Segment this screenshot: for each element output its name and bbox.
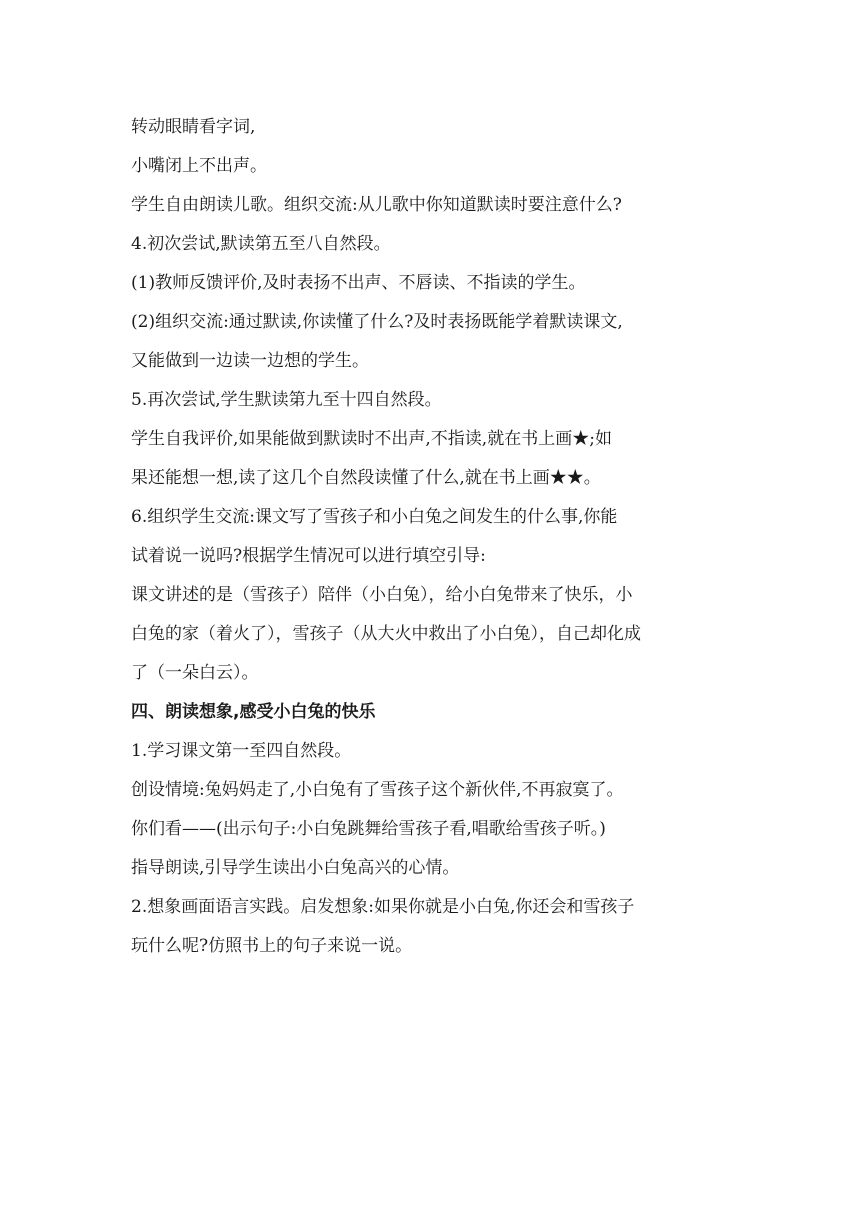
text-line: 2.想象画面语言实践。启发想象:如果你就是小白兔,你还会和雪孩子 <box>131 897 635 917</box>
text-line: 课文讲述的是（雪孩子）陪伴（小白兔），给小白兔带来了快乐，小 <box>131 585 633 605</box>
text-line: 白兔的家（着火了），雪孩子（从大火中救出了小白兔），自己却化成 <box>131 624 641 644</box>
text-line: (2)组织交流:通过默读,你读懂了什么?及时表扬既能学着默读课文, <box>131 312 623 332</box>
text-line: 1.学习课文第一至四自然段。 <box>131 741 352 761</box>
text-line: 你们看——(出示句子:小白兔跳舞给雪孩子看,唱歌给雪孩子听。) <box>131 819 606 839</box>
document-body <box>131 108 731 966</box>
text-line: 创设情境:兔妈妈走了,小白兔有了雪孩子这个新伙伴,不再寂寞了。 <box>131 780 624 800</box>
text-line: 果还能想一想,读了这几个自然段读懂了什么,就在书上画★★。 <box>131 468 601 488</box>
section-heading: 四、朗读想象,感受小白兔的快乐 <box>131 702 376 722</box>
text-line: 5.再次尝试,学生默读第九至十四自然段。 <box>131 390 442 410</box>
text-line: 6.组织学生交流:课文写了雪孩子和小白兔之间发生的什么事,你能 <box>131 507 618 527</box>
text-line: 转动眼睛看字词, <box>131 117 256 137</box>
text-line: (1)教师反馈评价,及时表扬不出声、不唇读、不指读的学生。 <box>131 273 586 293</box>
text-line: 又能做到一边读一边想的学生。 <box>131 351 369 371</box>
text-line: 学生自我评价,如果能做到默读时不出声,不指读,就在书上画★;如 <box>131 429 612 449</box>
text-line: 小嘴闭上不出声。 <box>131 156 267 176</box>
text-line: 了（一朵白云）。 <box>131 663 259 683</box>
text-line: 学生自由朗读儿歌。组织交流:从儿歌中你知道默读时要注意什么? <box>131 195 622 215</box>
text-line: 指导朗读,引导学生读出小白兔高兴的心情。 <box>131 858 460 878</box>
text-line: 玩什么呢?仿照书上的句子来说一说。 <box>131 936 413 956</box>
text-line: 4.初次尝试,默读第五至八自然段。 <box>131 234 391 254</box>
text-line: 试着说一说吗?根据学生情况可以进行填空引导: <box>131 546 486 566</box>
